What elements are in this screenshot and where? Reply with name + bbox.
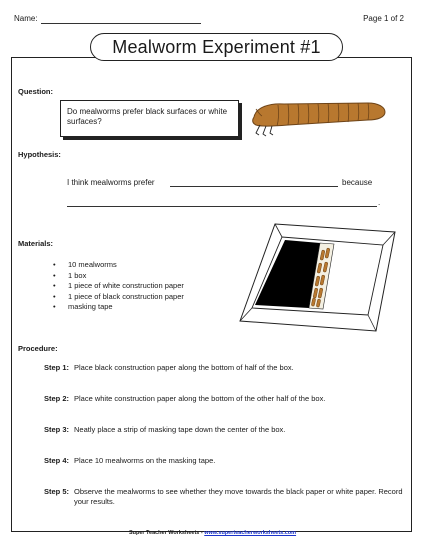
hypothesis-prefix: I think mealworms prefer [67, 178, 155, 187]
mealworm-legs [256, 125, 273, 136]
list-item: • 1 piece of black construction paper [53, 292, 184, 303]
step-text: Place black construction paper along the bottom of half of the box. [74, 363, 294, 372]
mealworm-illustration [248, 95, 388, 141]
name-label: Name: [14, 14, 38, 23]
step-text: Neatly place a strip of masking tape down the center of the box. [74, 425, 286, 434]
procedure-step-2 [44, 394, 414, 406]
list-item: • masking tape [53, 302, 184, 313]
page-title: Mealworm Experiment #1 [90, 33, 343, 61]
procedure-label: Procedure: [18, 344, 58, 353]
mealworm-body [253, 103, 385, 126]
step-text: Place 10 mealworms on the masking tape. [74, 456, 216, 465]
list-item: • 1 piece of white construction paper [53, 281, 184, 292]
step-label: Step 2: [44, 394, 70, 403]
procedure-step-4 [44, 456, 414, 468]
footer [0, 530, 425, 536]
materials-list [53, 260, 184, 313]
hypothesis-label: Hypothesis: [18, 150, 61, 159]
question-label: Question: [18, 87, 53, 96]
worksheet-header [14, 14, 404, 26]
hypothesis-suffix: because [342, 178, 373, 187]
materials-label: Materials: [18, 239, 54, 248]
hypothesis-blank-2[interactable] [67, 206, 377, 207]
page-number: Page 1 of 2 [363, 14, 404, 23]
procedure-step-3 [44, 425, 414, 437]
list-item: • 10 mealworms [53, 260, 184, 271]
footer-brand: Super Teacher Worksheets [128, 530, 200, 536]
step-label: Step 5: [44, 487, 70, 496]
footer-link[interactable]: www.superteacherworksheets.com [204, 530, 297, 536]
question-text: Do mealworms prefer black surfaces or white surfaces? [67, 107, 228, 126]
step-label: Step 1: [44, 363, 70, 372]
name-blank[interactable] [41, 23, 201, 24]
experiment-box-illustration [238, 220, 400, 332]
hypothesis-blank-1[interactable] [170, 186, 338, 187]
footer-separator: - [199, 530, 205, 536]
step-label: Step 3: [44, 425, 70, 434]
question-box [60, 100, 239, 137]
hypothesis-period: . [378, 198, 381, 207]
list-item: • 1 box [53, 271, 184, 282]
step-text: Observe the mealworms to see whether they move towards the black paper or white paper. Record your results. [74, 487, 403, 506]
procedure-step-1 [44, 363, 414, 375]
procedure-step-5 [44, 487, 414, 509]
step-label: Step 4: [44, 456, 70, 465]
step-text: Place white construction paper along the bottom of the other half of the box. [74, 394, 326, 403]
